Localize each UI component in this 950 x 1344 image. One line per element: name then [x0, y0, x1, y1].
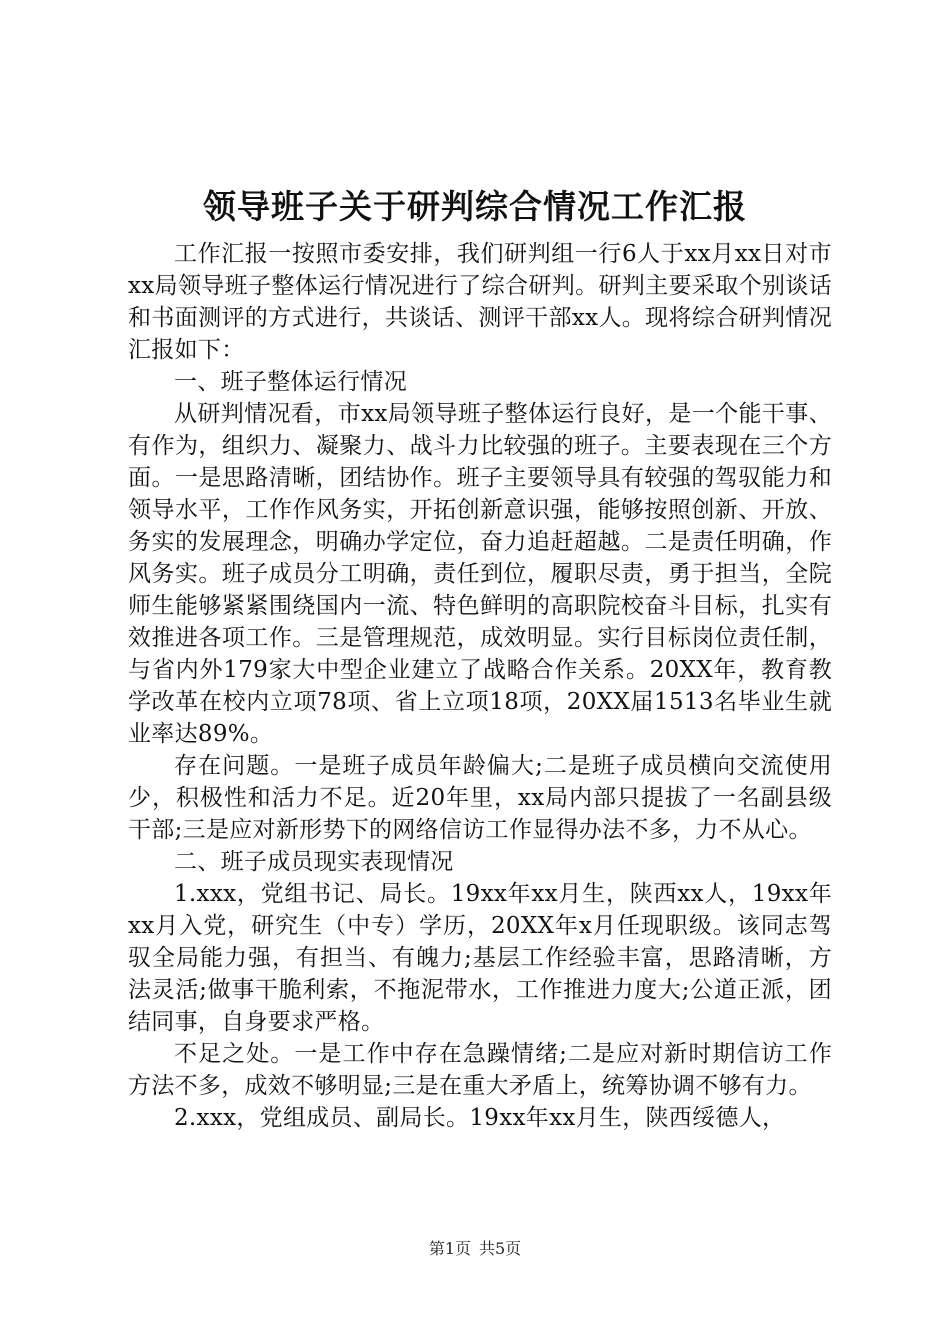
page-footer — [0, 1238, 950, 1260]
intro-paragraph: 工作汇报一按照市委安排，我们研判组一行6人于xx月xx日对市xx局领导班子整体运行情况进行了综合研判。研判主要采取个别谈话和书面测评的方式进行，共谈话、测评干部xx人。现将综合研判情况汇报如下： — [128, 241, 832, 363]
page-number: 第1页 — [428, 1239, 471, 1258]
overall-operation-paragraph: 从研判情况看，市xx局领导班子整体运行良好，是一个能干事、有作为，组织力、凝聚力、战斗力比较强的班子。主要表现在三个方面。一是思路清晰，团结协作。班子主要领导具有较强的驾驭能力和领导水平，工作作风务实，开拓创新意识强，能够按照创新、开放、务实的发展理念，明确办学定位，奋力追赶超越。二是责任明确，作风务实。班子成员分工明确，责任到位，履职尽责，勇于担当，全院师生能够紧紧围绕国内一流、特色鲜明的高职院校奋斗目标，扎实有效推进各项工作。三是管理规范，成效明显。实行目标岗位责任制，与省内外179家大中型企业建立了战略合作关系。20XX年，教育教学改革在校内立项78项、省上立项18项，20XX届1513名毕业生就业率达89%。 — [128, 401, 832, 747]
section-heading-2: 二、班子成员现实表现情况 — [174, 849, 454, 875]
member-1-paragraph: 1.xxx，党组书记、局长。19xx年xx月生，陕西xx人，19xx年xx月入党，研究生（中专）学历，20XX年x月任现职级。该同志驾驭全局能力强，有担当、有魄力;基层工作经验丰富，思路清晰，方法灵活;做事干脆利索，不拖泥带水，工作推进力度大;公道正派，团结同事，自身要求严格。 — [128, 881, 832, 1035]
page-total: 共5页 — [479, 1239, 522, 1258]
member-2-paragraph: 2.xxx，党组成员、副局长。19xx年xx月生，陕西绥德人， — [174, 1105, 786, 1131]
section-heading-1: 一、班子整体运行情况 — [174, 369, 407, 395]
document-title: 领导班子关于研判综合情况工作汇报 — [203, 187, 747, 226]
problems-paragraph: 存在问题。一是班子成员年龄偏大;二是班子成员横向交流使用少，积极性和活力不足。近20年里，xx局内部只提拔了一名副县级干部;三是应对新形势下的网络信访工作显得办法不多，力不从心。 — [128, 753, 832, 843]
document-body — [128, 238, 832, 1134]
member-1-shortcomings-paragraph: 不足之处。一是工作中存在急躁情绪;二是应对新时期信访工作方法不多，成效不够明显;三是在重大矛盾上，统筹协调不够有力。 — [128, 1041, 832, 1099]
